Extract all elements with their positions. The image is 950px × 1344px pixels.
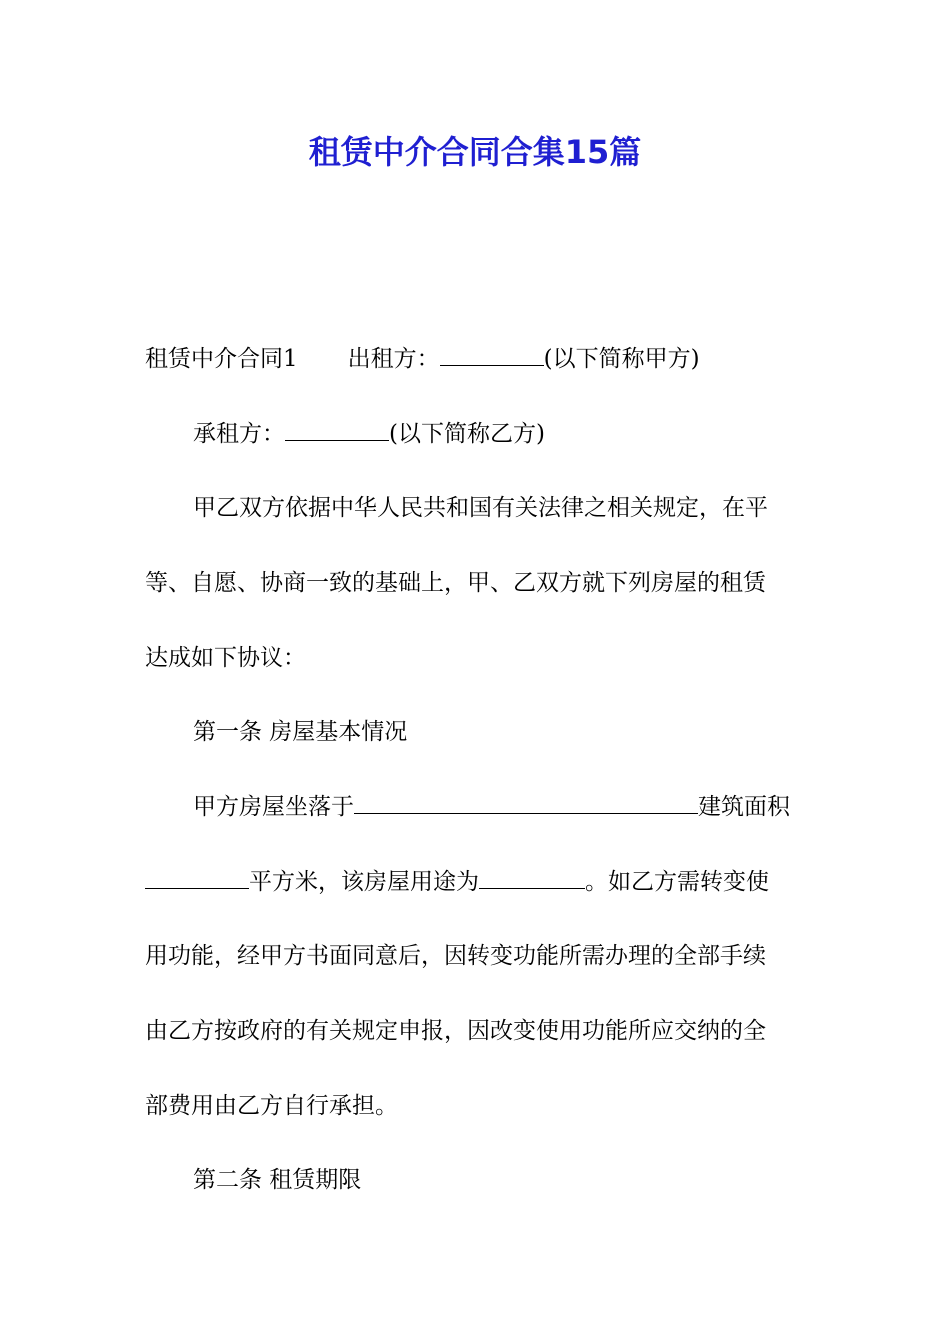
paragraph-line: 达成如下协议： (145, 645, 306, 671)
paragraph-line: 甲乙双方依据中华人民共和国有关法律之相关规定，在平 (193, 495, 768, 521)
usage-suffix: 。如乙方需转变使 (585, 869, 769, 895)
location-prefix: 甲方房屋坐落于 (193, 794, 354, 820)
area-line (145, 866, 810, 898)
paragraph-line: 等、自愿、协商一致的基础上，甲、乙双方就下列房屋的租赁 (145, 570, 766, 596)
lessor-label: 出租方： (347, 346, 440, 372)
area-blank (145, 866, 249, 889)
location-line (193, 791, 858, 823)
area-middle: 平方米，该房屋用途为 (249, 869, 479, 895)
paragraph-line: 用功能，经甲方书面同意后，因转变功能所需办理的全部手续 (145, 943, 766, 969)
location-blank (354, 791, 698, 814)
document-title: 租赁中介合同合集15篇 (308, 133, 642, 171)
paragraph-line: 部费用由乙方自行承担。 (145, 1093, 398, 1119)
usage-blank (479, 866, 585, 889)
article-heading: 第二条 租赁期限 (193, 1167, 362, 1193)
lessee-label: 承租方： (193, 421, 285, 447)
lessee-blank (285, 418, 389, 441)
location-suffix: 建筑面积 (698, 794, 790, 820)
lessor-blank (440, 343, 544, 366)
contract-number-label: 租赁中介合同1 (145, 346, 298, 372)
lessor-suffix: (以下简称甲方) (543, 346, 700, 372)
article-heading: 第一条 房屋基本情况 (193, 719, 408, 745)
contract-heading-line (145, 343, 810, 375)
lessee-line (193, 418, 858, 450)
paragraph-line: 由乙方按政府的有关规定申报，因改变使用功能所应交纳的全 (145, 1018, 766, 1044)
lessee-suffix: (以下简称乙方) (389, 421, 545, 447)
